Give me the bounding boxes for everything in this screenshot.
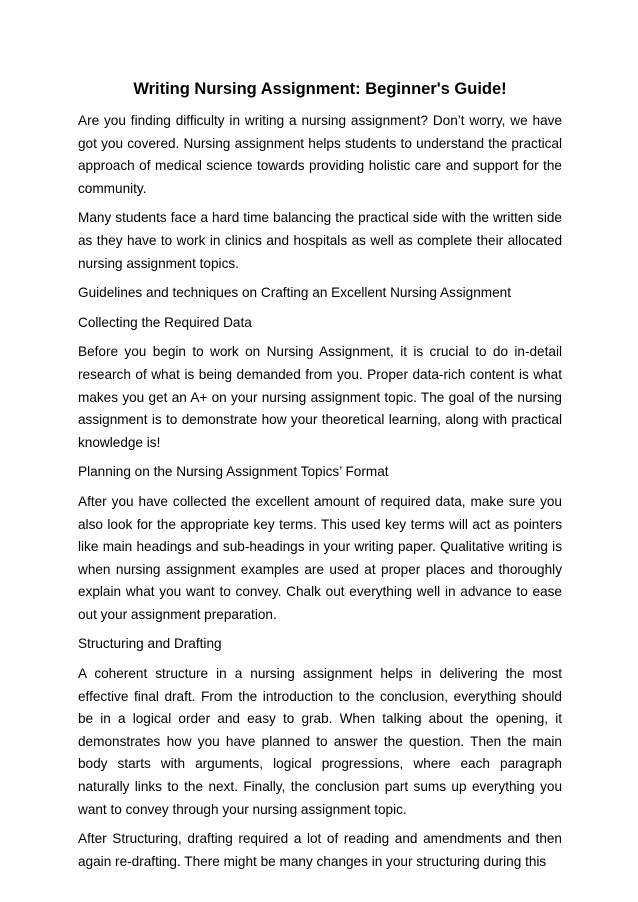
structuring-heading: Structuring and Drafting: [78, 636, 222, 652]
collecting-data-paragraph: Before you begin to work on Nursing Assignment, it is crucial to do in-detail research of what is being demanded from you. Proper data-rich content is what makes you get an A+ on your nursing assignment topic. The goal of the nursing assignment is to demonstrate how your theoretical learning, along with practical knowledge is!: [78, 344, 562, 450]
planning-format-heading: Planning on the Nursing Assignment Topics’ Format: [78, 464, 389, 480]
balance-paragraph: Many students face a hard time balancing the practical side with the written side as they have to work in clinics and hospitals as well as complete their allocated nursing assignment topics.: [78, 210, 562, 271]
document-title: Writing Nursing Assignment: Beginner's Guide!: [133, 80, 507, 98]
drafting-paragraph: After Structuring, drafting required a lot of reading and amendments and then again re-drafting. There might be many changes in your structuring during this: [78, 831, 562, 869]
structuring-paragraph: A coherent structure in a nursing assignment helps in delivering the most effective final draft. From the introduction to the conclusion, everything should be in a logical order and easy to grab. When talking about the opening, it demonstrates how you have planned to answer the question. Then the main body starts with arguments, logical progressions, where each paragraph naturally links to the next. Finally, the conclusion part sums up everything you want to convey through your nursing assignment topic.: [78, 666, 562, 817]
guidelines-heading: Guidelines and techniques on Crafting an Excellent Nursing Assignment: [78, 285, 511, 301]
collecting-data-heading: Collecting the Required Data: [78, 314, 252, 330]
document-page: [78, 78, 562, 880]
intro-paragraph: Are you finding difficulty in writing a nursing assignment? Don’t worry, we have got you covered. Nursing assignment helps students to understand the practical approach of medical science towards providing holistic care and support for the community.: [78, 113, 562, 196]
planning-format-paragraph: After you have collected the excellent amount of required data, make sure you also look for the appropriate key terms. This used key terms will act as pointers like main headings and sub-headings in your writing paper. Qualitative writing is when nursing assignment examples are used at proper places and thoroughly explain what you want to convey. Chalk out everything well in advance to ease out your assignment preparation.: [78, 493, 562, 622]
